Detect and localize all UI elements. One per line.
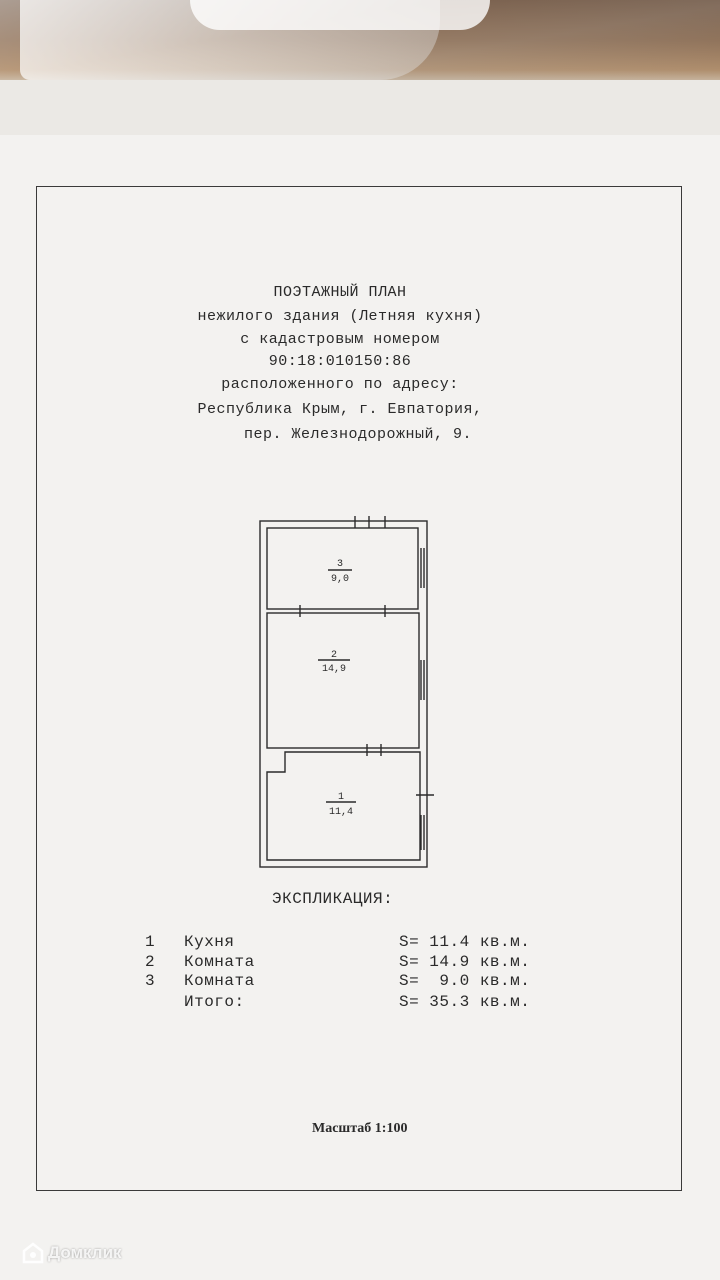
- row-number: 1: [145, 933, 156, 951]
- total-label: Итого:: [184, 993, 245, 1011]
- row-area: S= 14.9 кв.м.: [399, 953, 531, 971]
- explication-row: [140, 933, 560, 953]
- explication-row: [140, 953, 560, 973]
- room-3-area: 9,0: [330, 574, 350, 585]
- heading-line-2: нежилого здания (Летняя кухня): [197, 308, 483, 325]
- row-name: Комната: [184, 972, 255, 990]
- brand-name: Домклик: [48, 1243, 122, 1262]
- domclick-watermark: [22, 1240, 122, 1266]
- room-2-number: 2: [330, 650, 338, 661]
- room-1-number: 1: [337, 792, 345, 803]
- row-number: 3: [145, 972, 156, 990]
- heading-line-5: расположенного по адресу:: [221, 376, 459, 393]
- total-area: S= 35.3 кв.м.: [399, 993, 531, 1011]
- address-line-2: пер. Железнодорожный, 9.: [243, 426, 473, 443]
- explication-total-row: [140, 993, 560, 1013]
- room-1-outline: [267, 752, 420, 860]
- room-1-area: 11,4: [328, 807, 354, 818]
- cadastral-number: 90:18:010150:86: [268, 353, 412, 370]
- explication-row: [140, 972, 560, 992]
- room-3-number: 3: [336, 559, 344, 570]
- explication-title: ЭКСПЛИКАЦИЯ:: [272, 890, 394, 908]
- address-line-1: Республика Крым, г. Евпатория,: [197, 401, 483, 418]
- row-number: 2: [145, 953, 156, 971]
- house-icon: [22, 1242, 44, 1264]
- row-name: Комната: [184, 953, 255, 971]
- row-name: Кухня: [184, 933, 235, 951]
- row-area: S= 9.0 кв.м.: [399, 972, 531, 990]
- row-area: S= 11.4 кв.м.: [399, 933, 531, 951]
- scale-label: Масштаб 1:100: [312, 1121, 408, 1136]
- heading-line-1: ПОЭТАЖНЫЙ ПЛАН: [273, 284, 407, 301]
- heading-line-3: с кадастровым номером: [240, 331, 440, 348]
- room-2-outline: [267, 613, 419, 748]
- room-2-area: 14,9: [321, 664, 347, 675]
